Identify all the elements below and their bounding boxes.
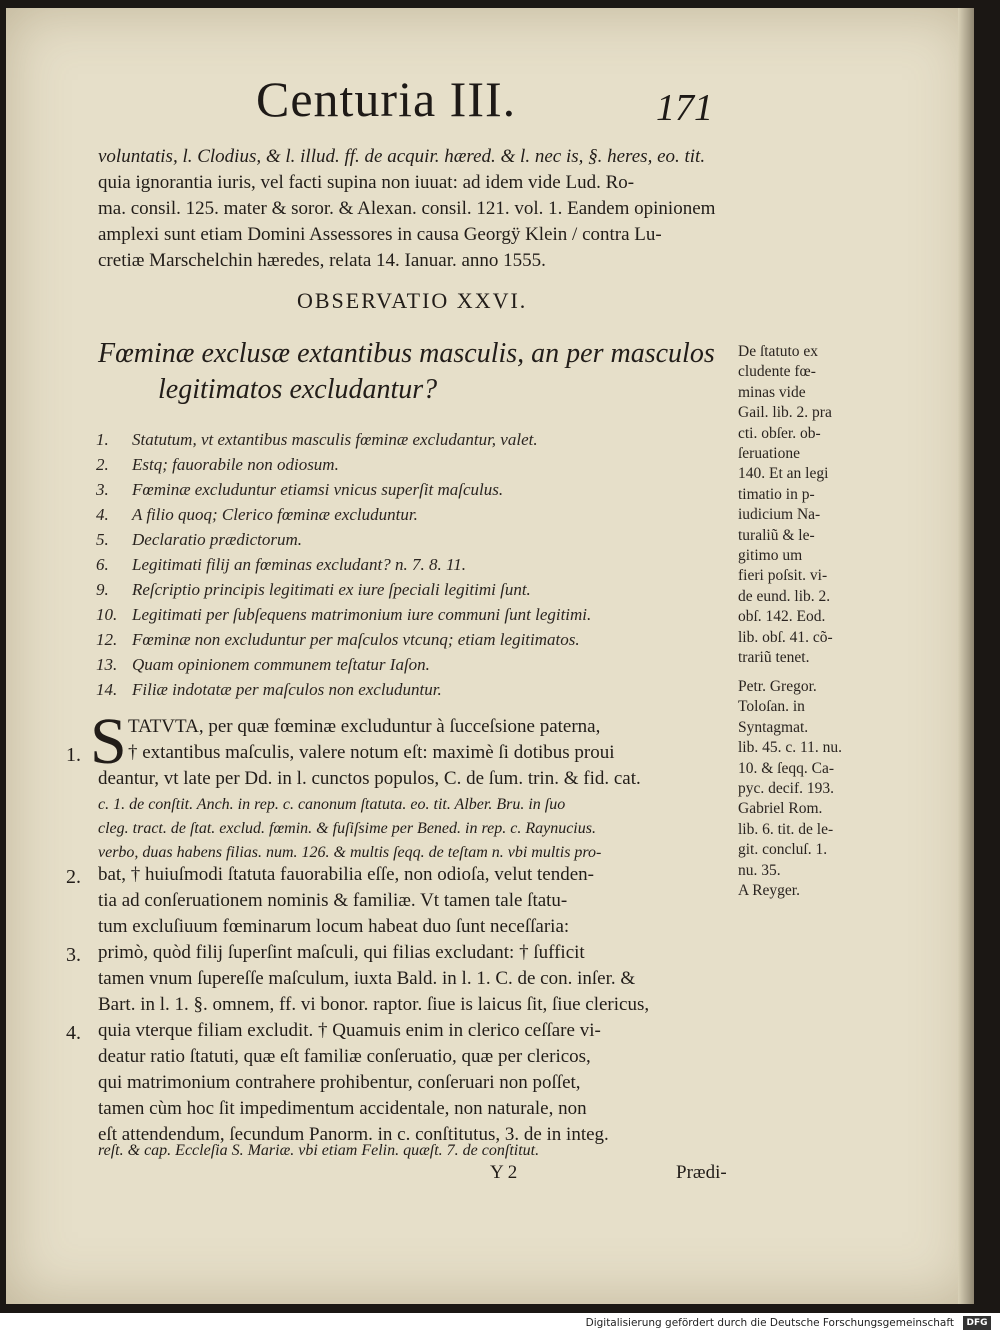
continuation-line: cretiæ Marschelchin hæredes, relata 14. Ianuar. anno 1555. — [98, 250, 546, 271]
margin-note-line: pyc. decif. 193. — [738, 780, 834, 798]
summary-number: 5. — [96, 530, 109, 549]
summary-item — [96, 480, 736, 502]
margin-note-line: turaliũ & le- — [738, 526, 815, 544]
margin-note-line: 10. & ſeqq. Ca- — [738, 759, 834, 777]
main-text-line: tum excluſiuum fœminarum locum habeat duo ſunt neceſſaria: — [98, 916, 570, 937]
margin-note-line: timatio in p- — [738, 485, 815, 503]
margin-note-line: Petr. Gregor. — [738, 678, 817, 695]
summary-number: 10. — [96, 605, 118, 624]
margin-note-line: git. concluſ. 1. — [738, 841, 828, 859]
marginal-number: 2. — [66, 866, 81, 888]
main-text-line: qui matrimonium contrahere prohibentur, conſeruari non poſſet, — [98, 1072, 581, 1093]
summary-item — [96, 505, 736, 527]
question-title-line: legitimatos excludantur? — [158, 374, 438, 405]
margin-note-line: lib. 45. c. 11. nu. — [738, 739, 843, 757]
summary-number: 1. — [96, 430, 109, 449]
page-edge-shadow — [958, 8, 974, 1304]
summary-text: Legitimati per ſubſequens matrimonium iure communi ſunt legitimi. — [132, 605, 592, 624]
continuation-line: amplexi sunt etiam Domini Assessores in causa Georgÿ Klein / contra Lu- — [98, 224, 662, 245]
summary-item — [96, 655, 736, 677]
summary-text: Quam opinionem communem teſtatur Iaſon. — [132, 655, 430, 674]
summary-item — [96, 680, 736, 702]
main-text-line: tia ad conſeruationem nominis & familiæ. Vt tamen tale ſtatu- — [98, 890, 568, 911]
margin-note-line: Toloſan. in — [738, 698, 805, 716]
main-text-line: tamen vnum ſupereſſe maſculum, iuxta Bald. in l. 1. C. de con. inſer. & — [98, 968, 636, 989]
continuation-line: ma. consil. 125. mater & soror. & Alexan. consil. 121. vol. 1. Eandem opinionem — [98, 198, 716, 219]
margin-note-line: De ſtatuto ex — [738, 343, 819, 360]
main-text-line: deantur, vt late per Dd. in l. cunctos populos, C. de ſum. trin. & fid. cat. — [98, 768, 641, 789]
summary-item — [96, 580, 736, 602]
page-number: 171 — [656, 87, 713, 129]
margin-note-line: lib. 6. tit. de le- — [738, 820, 834, 838]
main-text-line: c. 1. de conſtit. Anch. in rep. c. canonum ſtatuta. eo. tit. Alber. Bru. in ſuo — [98, 796, 566, 813]
summary-item — [96, 555, 736, 577]
main-text-line: cleg. tract. de ſtat. exclud. fœmin. & fuſiſsime per Bened. in rep. c. Raynucius. — [98, 820, 596, 837]
margin-note-line: Gail. lib. 2. pra — [738, 404, 832, 422]
summary-item — [96, 430, 736, 452]
margin-note-line: Gabriel Rom. — [738, 800, 823, 818]
margin-note-line: cti. obſer. ob- — [738, 424, 821, 442]
marginal-number: 1. — [66, 744, 81, 766]
summary-text: Fœminæ non excluduntur per maſculos vtcunq; etiam legitimatos. — [132, 630, 580, 649]
margin-note-line: iudicium Na- — [738, 506, 821, 524]
signature-mark: Y 2 — [490, 1162, 518, 1183]
margin-note-statuto — [738, 342, 850, 669]
main-text-line: verbo, duas habens filias. num. 126. & multis ſeqq. de teſtam n. vbi multis pro- — [98, 844, 602, 861]
main-text-line: tamen cùm hoc ſit impedimentum accidentale, non naturale, non — [98, 1098, 587, 1119]
summary-text: Fœminæ excluduntur etiamsi vnicus superſit maſculus. — [132, 480, 504, 499]
summary-text: Estq; fauorabile non odiosum. — [132, 455, 339, 474]
summary-text: Declaratio prædictorum. — [132, 530, 302, 549]
observation-heading: OBSERVATIO XXVI. — [297, 288, 528, 313]
margin-note-line: 140. Et an legi — [738, 465, 829, 483]
summary-item — [96, 455, 736, 477]
digitization-credit: Digitalisierung gefördert durch die Deutsche Forschungsgemeinschaft — [585, 1317, 954, 1329]
summary-number: 3. — [96, 480, 109, 499]
margin-note-line: lib. obſ. 41. cõ- — [738, 628, 833, 646]
summary-text: Statutum, vt extantibus masculis fœminæ excludantur, valet. — [132, 430, 538, 449]
summary-text: Reſcriptio principis legitimati ex iure ſpeciali legitimi ſunt. — [132, 580, 531, 599]
main-text-line: quia vterque filiam excludit. † Quamuis enim in clerico ceſſare vi- — [98, 1020, 601, 1041]
margin-note-line: obſ. 142. Eod. — [738, 608, 826, 626]
margin-note-line: trariũ tenet. — [738, 649, 810, 667]
margin-note-line: gitimo um — [738, 547, 803, 565]
summary-number: 12. — [96, 630, 118, 649]
marginal-number: 4. — [66, 1022, 81, 1044]
margin-note-line: A Reyger. — [738, 882, 800, 900]
main-text-line: reſt. & cap. Eccleſia S. Mariæ. vbi etiam Felin. quæſt. 7. de conſtitut. — [98, 1142, 540, 1159]
margin-note-line: Syntagmat. — [738, 718, 809, 736]
marginal-number: 3. — [66, 944, 81, 966]
margin-note-line: nu. 35. — [738, 861, 781, 879]
summary-item — [96, 630, 736, 652]
dfg-logo: DFG — [963, 1316, 991, 1330]
main-text-line: bat, † huiuſmodi ſtatuta fauorabilia eſſe, non odioſa, velut tenden- — [98, 864, 594, 885]
summary-number: 6. — [96, 555, 109, 574]
summary-number: 2. — [96, 455, 109, 474]
catchword: Prædi- — [676, 1162, 727, 1183]
summary-text: A filio quoq; Clerico fœminæ excluduntur. — [132, 505, 418, 524]
main-text-line: Bart. in l. 1. §. omnem, ff. vi bonor. raptor. ſiue is laicus ſit, ſiue clericus, — [98, 994, 650, 1015]
running-title: Centuria III. — [256, 71, 517, 127]
main-text-line: primò, quòd filij ſuperſint maſculi, qui filias excludant: † ſufficit — [98, 942, 585, 963]
margin-note-line: ſeruatione — [738, 445, 800, 463]
main-text-line: TATVTA, per quæ fœminæ excluduntur à ſucceſsione paterna, — [128, 716, 601, 737]
summary-number: 13. — [96, 655, 118, 674]
question-title-line: Fœminæ exclusæ extantibus masculis, an per masculos — [98, 338, 715, 369]
main-text-line: † extantibus maſculis, valere notum eſt: maximè ſi dotibus proui — [128, 742, 615, 763]
summary-text: Legitimati filij an fœminas excludant? n. 7. 8. 11. — [132, 555, 467, 574]
summary-number: 14. — [96, 680, 118, 699]
margin-note-line: de eund. lib. 2. — [738, 587, 831, 605]
main-text-line: eſt attendendum, ſecundum Panorm. in c. conſtitutus, 3. de in integ. — [98, 1124, 609, 1145]
summary-number: 9. — [96, 580, 109, 599]
margin-note-line: fieri poſsit. vi- — [738, 567, 828, 585]
continuation-line: voluntatis, l. Clodius, & l. illud. ff. de acquir. hæred. & l. nec is, §. heres, eo. tit. — [98, 146, 706, 167]
summary-number: 4. — [96, 505, 109, 524]
continuation-line: quia ignorantia iuris, vel facti supina non iuuat: ad idem vide Lud. Ro- — [98, 172, 635, 193]
margin-note-line: minas vide — [738, 383, 806, 401]
margin-note-line: cludente fœ- — [738, 363, 816, 381]
summary-text: Filiæ indotatæ per maſculos non excluduntur. — [132, 680, 442, 699]
drop-cap: S — [90, 705, 127, 778]
margin-note-references — [738, 677, 850, 901]
summary-item — [96, 605, 736, 627]
summary-item — [96, 530, 736, 552]
main-text-line: deatur ratio ſtatuti, quæ eſt familiæ conſeruatio, quæ per clericos, — [98, 1046, 591, 1067]
